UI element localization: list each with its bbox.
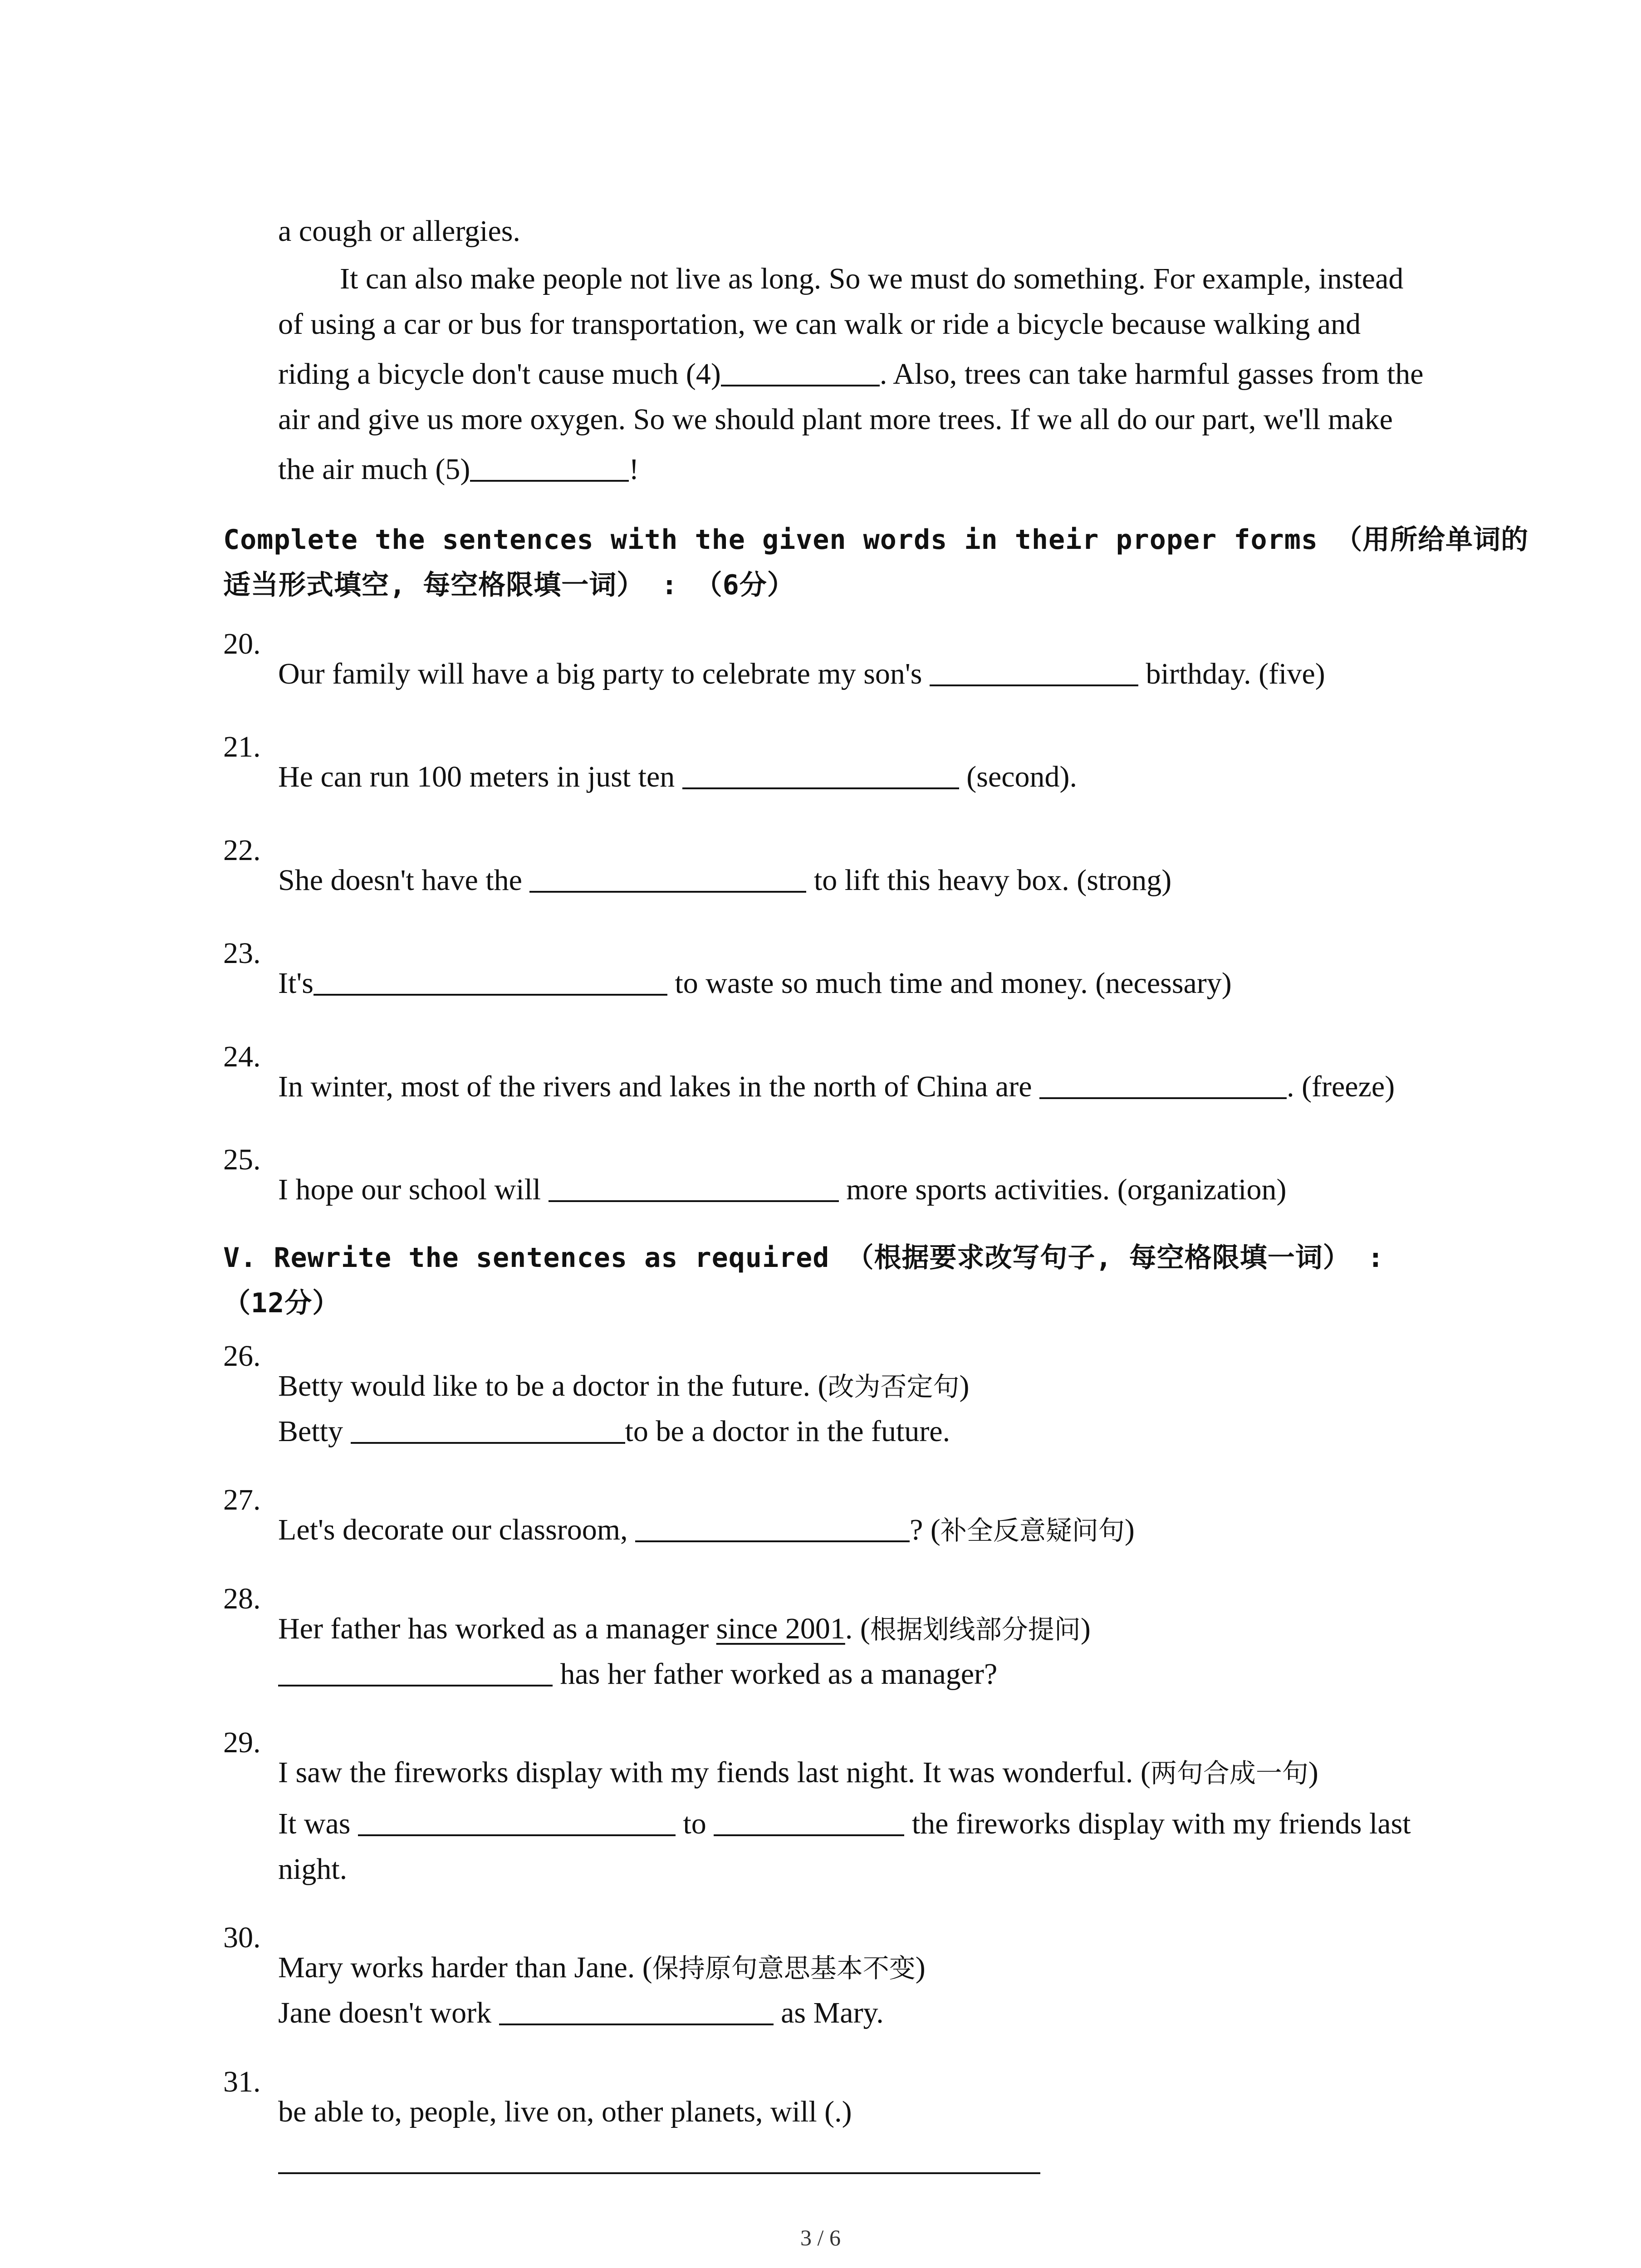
answer-blank-26[interactable]: [351, 1415, 625, 1444]
question-28-underlined-part: since 2001: [716, 1612, 845, 1645]
question-30-text: Mary works harder than Jane. (: [278, 1951, 652, 1984]
question-30-answer-end: as Mary.: [773, 1996, 884, 2029]
question-number-31: 31.: [223, 2065, 261, 2098]
answer-blank-29b[interactable]: [714, 1807, 904, 1836]
passage-line-3: of using a car or bus for transportation, we can walk or ride a bicycle because walking and: [278, 308, 1361, 341]
question-30-line-1: [278, 1945, 926, 1991]
question-23: [278, 961, 1232, 1006]
question-28-answer-text: has her father worked as a manager?: [553, 1657, 998, 1691]
question-29-line-1: [278, 1750, 1318, 1796]
answer-blank-23[interactable]: [314, 967, 667, 996]
question-24: [278, 1064, 1395, 1110]
question-22-text-end: to lift this heavy box. (strong): [806, 864, 1172, 897]
question-27: [278, 1507, 1135, 1553]
question-23-text-end: to waste so much time and money. (necessary): [667, 967, 1232, 1000]
question-27-instruction: 补全反意疑问句: [940, 1515, 1125, 1546]
blank-4[interactable]: [721, 357, 880, 386]
question-number-29: 29.: [223, 1726, 261, 1759]
answer-blank-28[interactable]: [278, 1657, 553, 1686]
question-29-answer-start: It was: [278, 1807, 358, 1840]
question-28-period: . (: [845, 1612, 870, 1645]
question-29-line-3: night.: [278, 1853, 348, 1886]
question-30-paren: ): [915, 1951, 926, 1984]
question-26-answer-end: to be a doctor in the future.: [625, 1415, 950, 1448]
passage-line-1: a cough or allergies.: [278, 215, 520, 248]
answer-blank-24[interactable]: [1039, 1070, 1287, 1099]
question-25-text-end: more sports activities. (organization): [838, 1173, 1287, 1206]
question-28-line-1: [278, 1606, 1091, 1652]
question-number-20: 20.: [223, 627, 261, 660]
question-29-line-2: [278, 1801, 1411, 1847]
answer-blank-29a[interactable]: [358, 1807, 676, 1836]
question-29-text: I saw the fireworks display with my fiends last night. It was wonderful. (: [278, 1756, 1151, 1789]
question-number-30: 30.: [223, 1921, 261, 1954]
question-30-answer-start: Jane doesn't work: [278, 1996, 499, 2029]
question-number-25: 25.: [223, 1143, 261, 1176]
question-number-22: 22.: [223, 834, 261, 867]
question-26-line-1: [278, 1364, 970, 1409]
question-29-answer-end: the fireworks display with my friends last: [904, 1807, 1411, 1840]
answer-blank-25[interactable]: [549, 1173, 839, 1202]
question-28-line-2: [278, 1652, 997, 1697]
question-20: [278, 651, 1325, 697]
answer-blank-20[interactable]: [930, 657, 1138, 686]
answer-blank-31[interactable]: [278, 2145, 1040, 2174]
question-31-line-1: be able to, people, live on, other planets, will (.): [278, 2095, 852, 2128]
question-23-text-start: It's: [278, 967, 314, 1000]
section-heading-rewrite-line-1: V. Rewrite the sentences as required （根据要求改写句子, 每空格限填一词） :: [223, 1242, 1385, 1274]
answer-blank-27[interactable]: [635, 1513, 910, 1542]
question-21-text-end: (second).: [959, 760, 1078, 793]
answer-blank-22[interactable]: [529, 864, 806, 893]
question-number-23: 23.: [223, 937, 261, 970]
question-26-paren: ): [959, 1369, 970, 1403]
question-number-28: 28.: [223, 1582, 261, 1615]
passage-line-6-start: the air much (5): [278, 453, 470, 486]
question-29-instruction: 两句合成一句: [1150, 1758, 1308, 1789]
passage-line-2: It can also make people not live as long. So we must do something. For example, instead: [340, 262, 1404, 295]
blank-5[interactable]: [470, 453, 629, 482]
question-21: [278, 754, 1077, 800]
passage-line-4-end: . Also, trees can take harmful gasses from the: [879, 357, 1424, 391]
question-26-line-2: [278, 1409, 950, 1454]
question-26-answer-start: Betty: [278, 1415, 351, 1448]
answer-blank-21[interactable]: [682, 760, 959, 789]
question-24-text-end: . (freeze): [1287, 1070, 1395, 1103]
question-27-text: Let's decorate our classroom,: [278, 1513, 636, 1546]
section-heading-complete-line-2: 适当形式填空, 每空格限填一词） : （6分）: [223, 569, 795, 601]
question-26-instruction: 改为否定句: [828, 1371, 960, 1402]
passage-line-6-end: !: [629, 453, 639, 486]
question-28-text: Her father has worked as a manager: [278, 1612, 716, 1645]
question-22-text-start: She doesn't have the: [278, 864, 530, 897]
question-29-answer-mid: to: [675, 1807, 714, 1840]
question-number-26: 26.: [223, 1339, 261, 1373]
question-25-text-start: I hope our school will: [278, 1173, 549, 1206]
passage-line-4-start: riding a bicycle don't cause much (4): [278, 357, 721, 391]
page-number: 3 / 6: [800, 2225, 841, 2250]
passage-line-5: air and give us more oxygen. So we should plant more trees. If we all do our part, we'll make: [278, 403, 1393, 436]
question-20-text-end: birthday. (five): [1138, 657, 1325, 690]
question-30-instruction: 保持原句意思基本不变: [652, 1953, 916, 1984]
question-21-text-start: He can run 100 meters in just ten: [278, 760, 682, 793]
question-22: [278, 858, 1171, 903]
passage-line-6: [278, 447, 1462, 492]
question-24-text-start: In winter, most of the rivers and lakes in the north of China are: [278, 1070, 1040, 1103]
question-31-line-2: [278, 2139, 1040, 2185]
question-number-27: 27.: [223, 1483, 261, 1516]
section-heading-rewrite-line-2: （12分）: [223, 1287, 340, 1319]
question-26-text: Betty would like to be a doctor in the future. (: [278, 1369, 828, 1403]
section-heading-complete-line-1: Complete the sentences with the given words in their proper forms （用所给单词的: [223, 524, 1529, 556]
question-30-line-2: [278, 1990, 884, 2036]
passage-line-4: [278, 352, 1462, 397]
question-28-paren: ): [1080, 1612, 1091, 1645]
question-27-paren: ): [1124, 1513, 1135, 1546]
question-number-21: 21.: [223, 730, 261, 763]
answer-blank-30[interactable]: [499, 1996, 774, 2025]
question-29-paren: ): [1308, 1756, 1318, 1789]
question-28-instruction: 根据划线部分提问: [870, 1614, 1081, 1645]
question-27-question-mark: ? (: [910, 1513, 941, 1546]
question-25: [278, 1167, 1286, 1212]
question-number-24: 24.: [223, 1040, 261, 1073]
question-20-text-start: Our family will have a big party to celebrate my son's: [278, 657, 930, 690]
